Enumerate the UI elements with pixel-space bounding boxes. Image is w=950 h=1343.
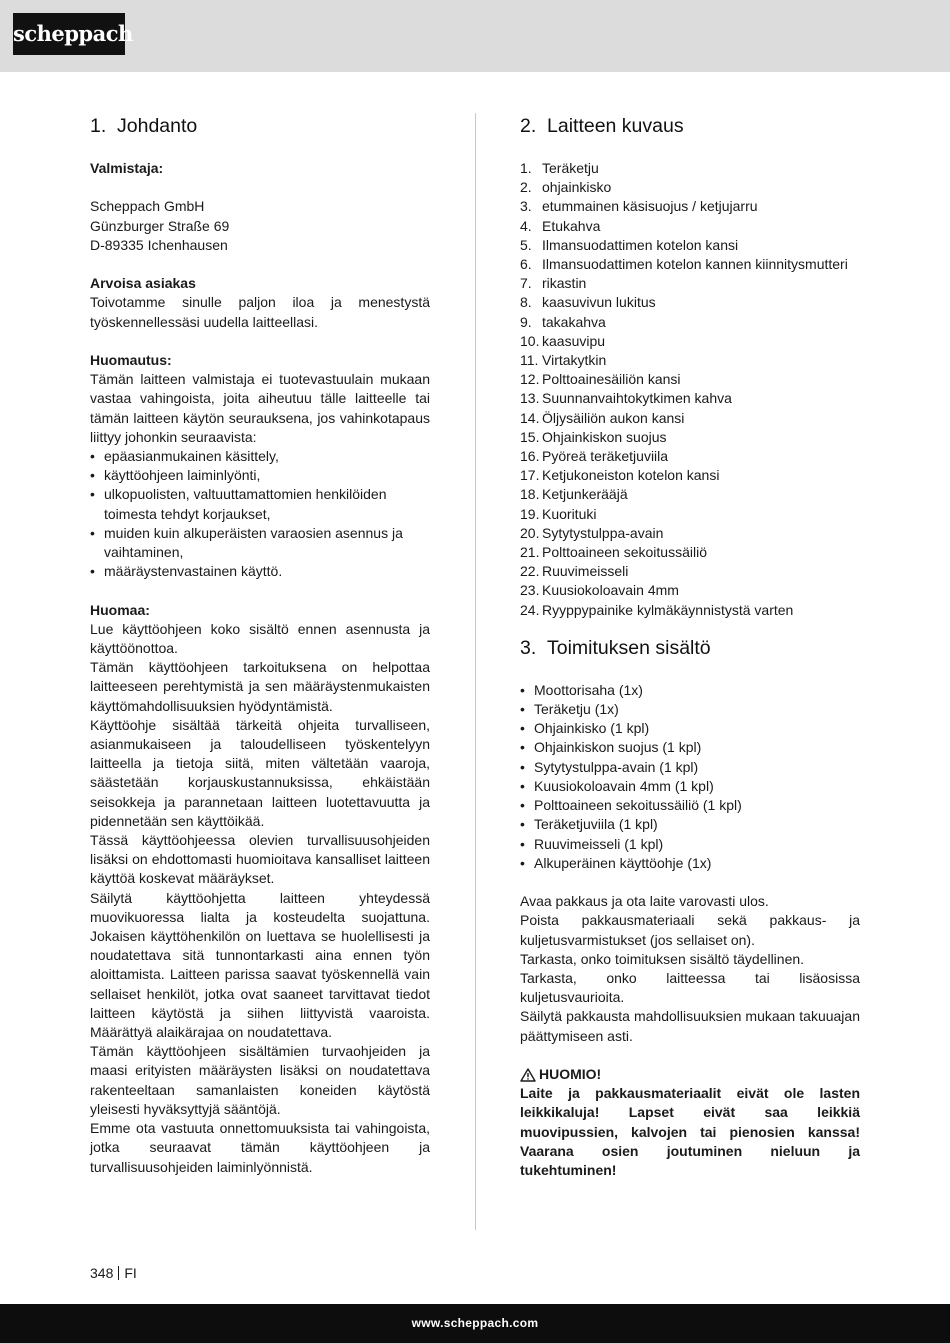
item-label: rikastin: [542, 275, 587, 292]
warning-triangle-icon: [520, 1068, 536, 1082]
address-line: D-89335 Ichenhausen: [90, 236, 228, 253]
liability-list: [90, 447, 430, 581]
list-item: [520, 466, 860, 485]
item-number: 23.: [520, 582, 540, 599]
item-label: kaasuvipu: [542, 332, 606, 349]
item-label: Teräketju: [542, 160, 599, 176]
list-item: [520, 581, 860, 600]
notice-label: Huomaa:: [90, 601, 150, 618]
item-label: Öljysäiliön aukon kansi: [542, 409, 685, 426]
notice-paragraph: Käyttöohje sisältää tärkeitä ohjeita turvalliseen, asianmukaiseen ja taloudelliseen työskentelyyn laitteella ja tietoja siitä, miten vältetään vaaroja, säästetään korjauskustannuksissa, ehkäistään seisokkeja ja parannetaan laitteen luotettavuutta ja pidennetään sen käyttöikää.: [90, 716, 430, 829]
notice-paragraph: Emme ota vastuuta onnettomuuksista tai vahingoista, jotka seuraavat tämän käyttöohjeen ja turvallisuusohjeiden laiminlyönnistä.: [90, 1120, 430, 1175]
item-label: Suunnanvaihtokytkimen kahva: [542, 390, 732, 407]
warning-heading: [520, 1065, 860, 1084]
list-item: • määräystenvastainen käyttö.: [90, 562, 430, 581]
item-label: Ohjainkiskon suojus: [542, 428, 667, 445]
brand-logo: scheppach: [13, 13, 125, 55]
list-item: [520, 370, 860, 389]
list-item: • Ohjainkiskon suojus (1 kpl): [520, 738, 860, 757]
list-item: [520, 293, 860, 312]
page-header: [0, 0, 950, 72]
item-number: 15.: [520, 428, 540, 445]
section-heading-introduction: [90, 112, 430, 140]
item-number: 18.: [520, 486, 540, 503]
page-language: FI: [124, 1265, 137, 1281]
item-label: etummainen käsisuojus / ketjujarru: [542, 198, 758, 215]
list-item: [520, 332, 860, 351]
list-item: • muiden kuin alkuperäisten varaosien asennus ja vaihtaminen,: [90, 524, 430, 562]
item-number: 6.: [520, 256, 532, 273]
list-item: • Sytytystulppa-avain (1 kpl): [520, 758, 860, 777]
item-label: Ruuvimeisseli: [542, 563, 629, 580]
item-label: Ketjunkerääjä: [542, 486, 628, 503]
item-number: 13.: [520, 390, 540, 407]
list-item: • Teräketjuviila (1 kpl): [520, 815, 860, 834]
list-item: • ulkopuolisten, valtuuttamattomien henkilöiden toimesta tehdyt korjaukset,: [90, 485, 430, 523]
list-item: [520, 505, 860, 524]
footer-website: www.scheppach.com: [411, 1316, 539, 1330]
section-number: 2.: [520, 115, 537, 137]
item-label: Polttoainesäiliön kansi: [542, 371, 681, 388]
list-item: • Ohjainkisko (1 kpl): [520, 719, 860, 738]
list-item: • epäasianmukainen käsittely,: [90, 447, 430, 466]
item-label: Ketjukoneiston kotelon kansi: [542, 467, 720, 484]
warning-label: HUOMIO!: [539, 1065, 602, 1082]
list-item: [520, 562, 860, 581]
item-number: 16.: [520, 448, 540, 465]
right-column: [520, 112, 860, 1180]
unpack-paragraph: Poista pakkausmateriaali sekä pakkaus- ja kuljetusvarmistukset (jos sellaiset on).: [520, 912, 860, 948]
item-label: Polttoaineen sekoitussäiliö: [542, 544, 707, 561]
list-item: [520, 159, 860, 178]
list-item: [520, 601, 860, 620]
item-number: 9.: [520, 313, 532, 330]
list-item: [520, 236, 860, 255]
item-label: Virtakytkin: [542, 352, 607, 369]
list-item: [520, 524, 860, 543]
address-line: Günzburger Straße 69: [90, 217, 230, 234]
unpack-paragraph: Säilytä pakkausta mahdollisuuksien mukaan takuuajan päättymiseen asti.: [520, 1008, 860, 1044]
list-item: [520, 543, 860, 562]
unpack-paragraph: Tarkasta, onko laitteessa tai lisäosissa kuljetusvaurioita.: [520, 969, 860, 1006]
notice-paragraph: Lue käyttöohjeen koko sisältö ennen asennusta ja käyttöönottoa.: [90, 620, 430, 657]
section-number: 1.: [90, 115, 107, 137]
item-number: 14.: [520, 409, 540, 426]
item-number: 20.: [520, 524, 540, 541]
item-number: 5.: [520, 236, 532, 253]
list-item: • Ruuvimeisseli (1 kpl): [520, 835, 860, 854]
list-item: [520, 217, 860, 236]
list-item: [520, 428, 860, 447]
item-number: 4.: [520, 217, 532, 234]
list-item: [520, 447, 860, 466]
list-item: [520, 409, 860, 428]
item-number: 10.: [520, 332, 540, 349]
delivery-list: [520, 681, 860, 873]
list-item: • Moottorisaha (1x): [520, 681, 860, 700]
item-number: 1.: [520, 160, 532, 176]
item-number: 8.: [520, 294, 532, 311]
unpack-paragraph: Avaa pakkaus ja ota laite varovasti ulos.: [520, 893, 769, 910]
address-line: Scheppach GmbH: [90, 198, 205, 215]
item-number: 17.: [520, 467, 540, 484]
list-item: [520, 178, 860, 197]
page-separator: [118, 1266, 119, 1280]
warning-text: Laite ja pakkausmateriaalit eivät ole lasten leikkikaluja! Lapset eivät saa leikkiä muovipussien, kalvojen tai pienosien kanssa! Vaarana osien joutuminen nieluun ja tukehtuminen!: [520, 1085, 860, 1178]
section-heading-description: [520, 112, 860, 140]
item-number: 12.: [520, 371, 540, 388]
item-number: 2.: [520, 179, 532, 196]
item-label: kaasuvivun lukitus: [542, 294, 656, 311]
notice-paragraph: Tämän käyttöohjeen sisältämien turvaohjeiden ja maasi erityisten määräysten lisäksi on noudatettava rakenteeltaan samanlaisten koneiden käytöstä yleisesti hyväksyttyjä sääntöjä.: [90, 1043, 430, 1117]
parts-list: [520, 159, 860, 620]
list-item: [520, 313, 860, 332]
item-number: 19.: [520, 505, 540, 522]
list-item: • Polttoaineen sekoitussäiliö (1 kpl): [520, 796, 860, 815]
item-number: 3.: [520, 198, 532, 215]
list-item: • käyttöohjeen laiminlyönti,: [90, 466, 430, 485]
section-title: Laitteen kuvaus: [547, 115, 684, 137]
notice-paragraph: Säilytä käyttöohjetta laitteen yhteydessä muovikuoressa lialta ja kosteudelta suojattuna. Jokaisen käyttöhenkilön on luettava se huolellisesti ja noudatettava sitä tunnontarkasti aina ennen työn aloittamista. Laitteen parissa saavat työskennellä vain sellaiset henkilöt, jotka ovat saaneet tarvittavat tiedot laitteen käytöstä ja siihen liittyvistä vaaroista. Määrättyä alaikärajaa on noudatettava.: [90, 889, 430, 1041]
list-item: [520, 351, 860, 370]
item-number: 11.: [520, 352, 539, 369]
notice-paragraph: Tässä käyttöohjeessa olevien turvallisuusohjeiden lisäksi on ehdottomasti huomioitava kansalliset laitteen käyttöä koskevat määräykset.: [90, 832, 430, 887]
item-number: 24.: [520, 601, 540, 618]
note-text: Tämän laitteen valmistaja ei tuotevastuulain mukaan vastaa vahingoista, joita aiheutuu tälle laitteelle tai tämän laitteen käytön seurauksena, jos vahinkotapaus liittyy johonkin seuraavista:: [90, 371, 430, 445]
list-item: • Kuusiokoloavain 4mm (1 kpl): [520, 777, 860, 796]
list-item: • Alkuperäinen käyttöohje (1x): [520, 854, 860, 873]
list-item: [520, 255, 860, 274]
list-item: [520, 197, 860, 216]
item-label: Ryyppypainike kylmäkäynnistystä varten: [542, 601, 794, 618]
section-heading-delivery: [520, 634, 860, 662]
item-label: Pyöreä teräketjuviila: [542, 448, 669, 465]
item-number: 21.: [520, 544, 540, 561]
item-label: Ilmansuodattimen kotelon kannen kiinnitysmutteri: [542, 256, 848, 273]
section-number: 3.: [520, 636, 537, 659]
unpack-paragraph: Tarkasta, onko toimituksen sisältö täydellinen.: [520, 950, 805, 967]
list-item: [520, 485, 860, 504]
section-title: Johdanto: [117, 115, 198, 137]
notice-paragraph: Tämän käyttöohjeen tarkoituksena on helpottaa laitteeseen perehtymistä ja sen määräystenmukaisten käyttömahdollisuuksien hyödyntämistä.: [90, 659, 430, 714]
item-label: Ilmansuodattimen kotelon kansi: [542, 236, 739, 253]
item-number: 22.: [520, 563, 540, 580]
note-label: Huomautus:: [90, 351, 172, 368]
list-item: • Teräketju (1x): [520, 700, 860, 719]
list-item: [520, 389, 860, 408]
item-number: 7.: [520, 275, 532, 292]
section-title: Toimituksen sisältö: [547, 636, 711, 659]
item-label: Kuorituki: [542, 505, 597, 522]
left-column: [90, 112, 430, 1177]
item-label: Kuusiokoloavain 4mm: [542, 582, 679, 599]
list-item: [520, 274, 860, 293]
page-number: [90, 1264, 137, 1283]
dear-customer-text: Toivotamme sinulle paljon iloa ja menestystä työskennellessäsi uudella laitteellasi.: [90, 294, 430, 330]
dear-customer-label: Arvoisa asiakas: [90, 275, 196, 292]
column-divider: [475, 113, 476, 1230]
item-label: ohjainkisko: [542, 179, 612, 196]
item-label: Sytytystulppa-avain: [542, 524, 664, 541]
page-footer: [0, 1304, 950, 1343]
item-label: takakahva: [542, 313, 606, 330]
manufacturer-label: Valmistaja:: [90, 160, 164, 176]
page-number-value: 348: [90, 1265, 114, 1281]
item-label: Etukahva: [542, 217, 601, 234]
